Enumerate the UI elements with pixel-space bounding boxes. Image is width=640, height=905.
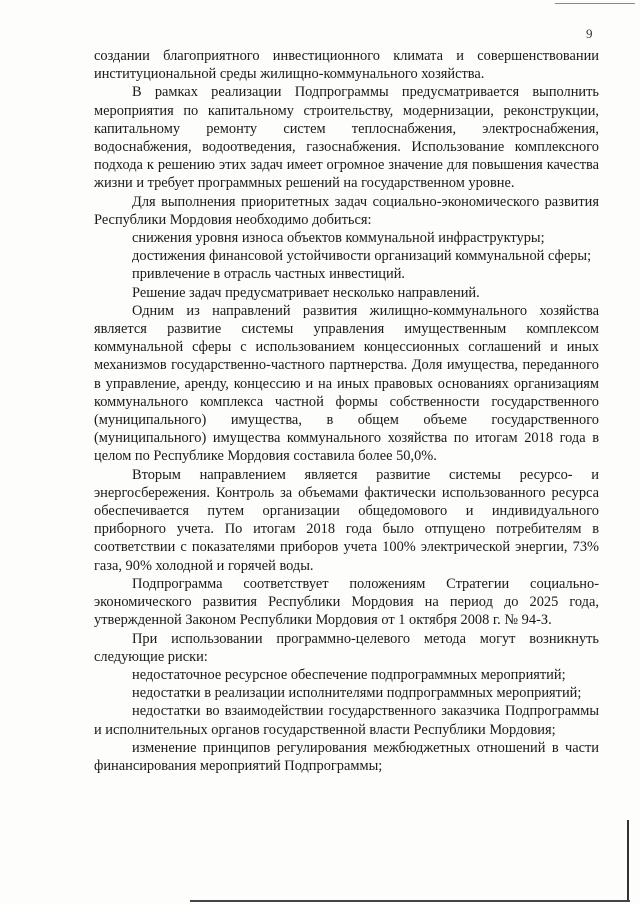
paragraph: Вторым направлением является развитие системы ресурсо- и энергосбережения. Контроль за объемами фактически использованного ресурса обеспечивается путем организации общедомового и индивидуального приборного учета. По итогам 2018 года было отпущено потребителям в соответствии с показателями приборов учета 100% электрической энергии, 73% газа, 90% холодной и горячей воды.: [94, 466, 599, 574]
paragraph: Подпрограмма соответствует положениям Стратегии социально-экономического развития Республики Мордовия на период до 2025 года, утвержденной Законом Республики Мордовия от 1 октября 2008 г. № 94-З.: [94, 575, 599, 629]
list-item: изменение принципов регулирования межбюджетных отношений в части финансирования мероприятий Подпрограммы;: [94, 739, 599, 774]
list-item: недостаточное ресурсное обеспечение подпрограммных мероприятий;: [132, 666, 566, 683]
scan-edge-mark: [555, 3, 635, 4]
scan-edge-mark: [627, 820, 629, 900]
document-body: [94, 47, 599, 775]
list-item: снижения уровня износа объектов коммунальной инфраструктуры;: [132, 230, 545, 247]
paragraph: создании благоприятного инвестиционного климата и совершенствовании институциональной среды жилищно-коммунального хозяйства.: [94, 48, 599, 83]
page-number: 9: [586, 26, 593, 41]
scan-edge-mark: [190, 900, 630, 902]
list-item: привлечение в отрасль частных инвестиций.: [132, 266, 406, 283]
paragraph: Для выполнения приоритетных задач социально-экономического развития Республики Мордовия необходимо добиться:: [94, 193, 599, 228]
list-item: недостатки во взаимодействии государственного заказчика Подпрограммы и исполнительных органов государственной власти Республики Мордовия;: [94, 703, 599, 738]
list-item: недостатки в реализации исполнителями подпрограммных мероприятий;: [132, 685, 582, 702]
list-item: достижения финансовой устойчивости организаций коммунальной сферы;: [132, 248, 592, 265]
paragraph: При использовании программно-целевого метода могут возникнуть следующие риски:: [94, 630, 599, 665]
paragraph: Одним из направлений развития жилищно-коммунального хозяйства является развитие системы управления имущественным комплексом коммунальной сферы с использованием концессионных соглашений и иных механизмов государственно-частного партнерства. Доля имущества, переданного в управление, аренду, концессию и на иных правовых основаниях организациям коммунального комплекса частной формы собственности государственного (муниципального) имущества, в общем объеме государственного (муниципального) имущества коммунального хозяйства по итогам 2018 года в целом по Республике Мордовия составила более 50,0%.: [94, 302, 599, 465]
paragraph: В рамках реализации Подпрограммы предусматривается выполнить мероприятия по капитальному строительству, модернизации, реконструкции, капитальному ремонту систем теплоснабжения, электроснабжения, водоснабжения, водоотведения, газоснабжения. Использование комплексного подхода к решению этих задач имеет огромное значение для повышения качества жизни и требует программных решений на государственном уровне.: [94, 84, 599, 192]
paragraph: Решение задач предусматривает несколько направлений.: [132, 284, 480, 301]
